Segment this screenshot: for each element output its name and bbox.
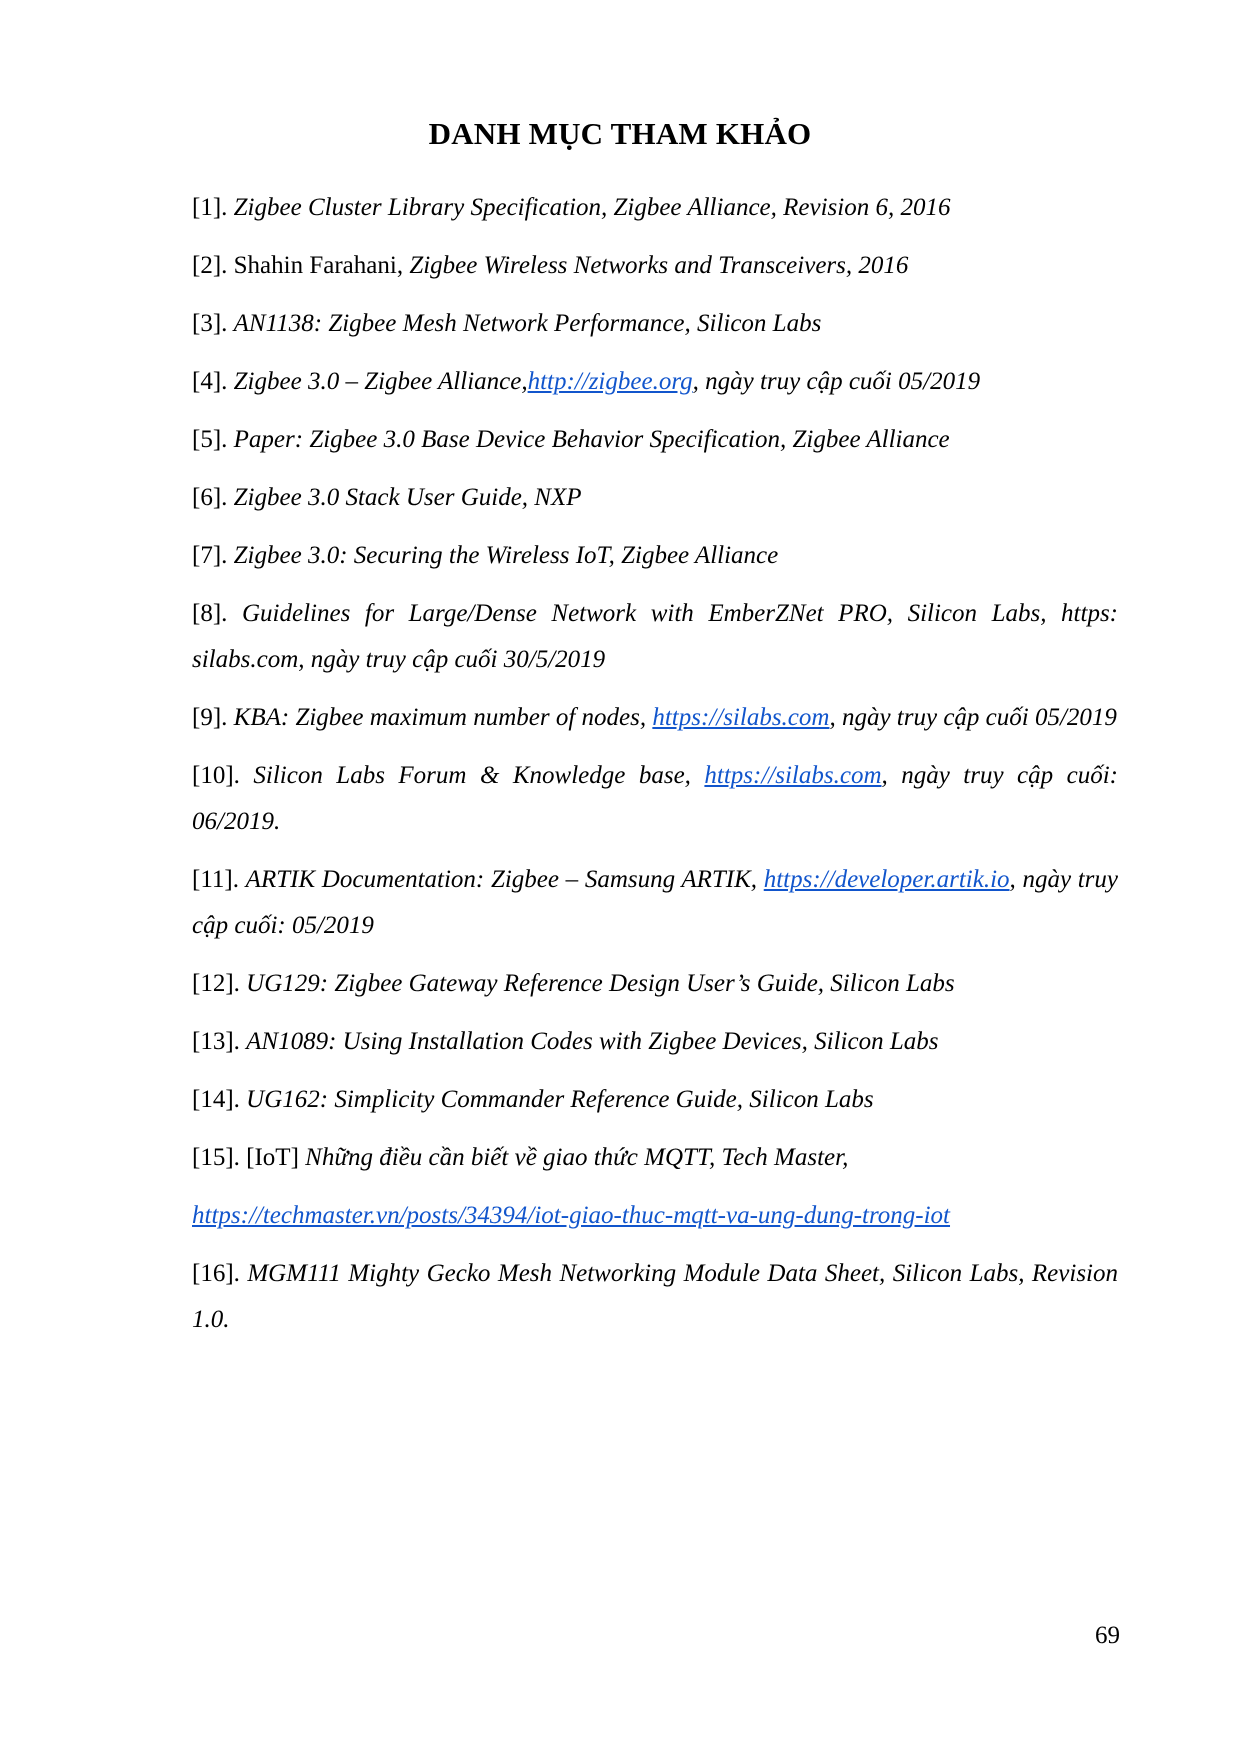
reference-access-date: , ngày truy cập cuối: 06/2019.: [192, 762, 1118, 835]
reference-title: AN1089: Using Installation Codes with Zigbee Devices, Silicon Labs: [246, 1028, 939, 1055]
reference-title: Zigbee Cluster Library Specification, Zigbee Alliance, Revision 6, 2016: [233, 194, 951, 221]
reference-number: [3].: [192, 310, 228, 337]
reference-number: [10].: [192, 762, 240, 789]
reference-number: [13].: [192, 1028, 240, 1055]
reference-item: [192, 1135, 1118, 1181]
reference-link[interactable]: https://silabs.com: [704, 762, 882, 789]
reference-item: [192, 243, 1118, 289]
reference-link[interactable]: http://zigbee.org: [527, 368, 693, 395]
reference-title: UG162: Simplicity Commander Reference Guide, Silicon Labs: [246, 1086, 874, 1113]
reference-link[interactable]: https://silabs.com: [652, 704, 830, 731]
reference-link[interactable]: https://techmaster.vn/posts/34394/iot-giao-thuc-mqtt-va-ung-dung-trong-iot: [192, 1202, 951, 1229]
reference-title: Zigbee 3.0 – Zigbee Alliance,: [233, 368, 528, 395]
reference-item: [192, 1251, 1118, 1343]
reference-title: AN1138: Zigbee Mesh Network Performance, Silicon Labs: [233, 310, 822, 337]
reference-access-date: , ngày truy cập cuối 05/2019: [692, 368, 981, 395]
reference-access-date: , ngày truy cập cuối: 05/2019: [192, 866, 1119, 939]
reference-title: ARTIK Documentation: Zigbee – Samsung ARTIK,: [245, 866, 758, 893]
reference-number: [5].: [192, 426, 228, 453]
reference-item: [192, 359, 1118, 405]
reference-title: MGM111 Mighty Gecko Mesh Networking Module Data Sheet, Silicon Labs, Revision 1.0.: [192, 1260, 1118, 1333]
reference-number: [12].: [192, 970, 240, 997]
reference-title: Zigbee Wireless Networks and Transceivers, 2016: [409, 252, 909, 279]
reference-item: [192, 475, 1118, 521]
reference-tag: [IoT]: [246, 1144, 299, 1171]
page-number: 69: [1095, 1622, 1120, 1649]
reference-item: [192, 1019, 1118, 1065]
reference-item: [192, 1077, 1118, 1123]
reference-access-date: , ngày truy cập cuối 05/2019: [829, 704, 1117, 731]
reference-item: [192, 961, 1118, 1007]
reference-item: [192, 591, 1118, 683]
reference-link[interactable]: https://developer.artik.io: [763, 866, 1010, 893]
reference-list: [192, 185, 1118, 1355]
reference-number: [2].: [192, 252, 228, 279]
reference-item: [192, 753, 1118, 845]
reference-title: Những điều cần biết về giao thức MQTT, Tech Master,: [305, 1144, 849, 1171]
reference-number: [11].: [192, 866, 239, 893]
reference-number: [8].: [192, 600, 228, 627]
reference-number: [4].: [192, 368, 228, 395]
reference-title: Paper: Zigbee 3.0 Base Device Behavior Specification, Zigbee Alliance: [233, 426, 950, 453]
reference-author: Shahin Farahani,: [233, 252, 404, 279]
reference-number: [16].: [192, 1260, 240, 1287]
reference-title: Silicon Labs Forum & Knowledge base,: [253, 762, 691, 789]
reference-item: [192, 695, 1118, 741]
reference-number: [15].: [192, 1144, 240, 1171]
reference-item: [192, 185, 1118, 231]
reference-number: [6].: [192, 484, 228, 511]
reference-title: UG129: Zigbee Gateway Reference Design User’s Guide, Silicon Labs: [246, 970, 955, 997]
reference-item: [192, 857, 1118, 949]
page-title: DANH MỤC THAM KHẢO: [428, 116, 812, 151]
reference-title: Zigbee 3.0 Stack User Guide, NXP: [233, 484, 582, 511]
reference-number: [14].: [192, 1086, 240, 1113]
reference-number: [7].: [192, 542, 228, 569]
reference-item: [192, 417, 1118, 463]
reference-item: [192, 533, 1118, 579]
reference-number: [1].: [192, 194, 228, 221]
reference-title: Guidelines for Large/Dense Network with EmberZNet PRO, Silicon Labs, https: silabs.com, ngày truy cập cuối 30/5/2019: [192, 600, 1119, 673]
reference-link-line: [192, 1193, 1118, 1239]
reference-number: [9].: [192, 704, 228, 731]
reference-item: [192, 301, 1118, 347]
reference-title: KBA: Zigbee maximum number of nodes,: [233, 704, 647, 731]
reference-title: Zigbee 3.0: Securing the Wireless IoT, Zigbee Alliance: [233, 542, 779, 569]
